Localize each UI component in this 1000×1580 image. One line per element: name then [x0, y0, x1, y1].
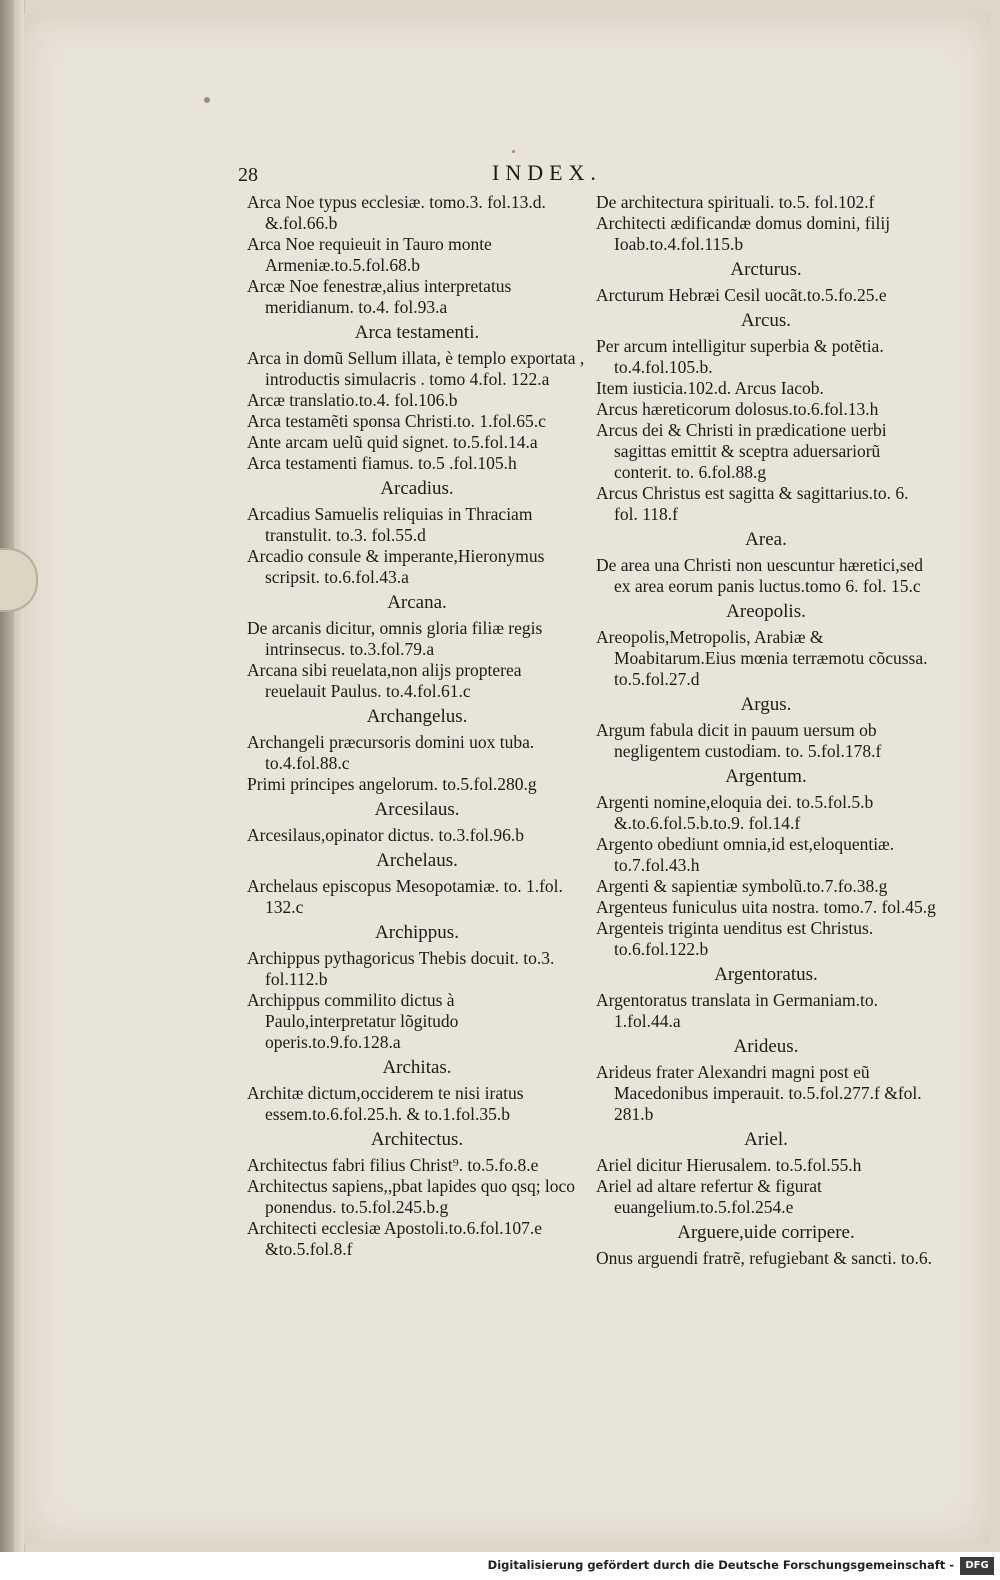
index-heading: Argentum.: [725, 766, 807, 787]
ink-spot: [512, 150, 515, 153]
index-heading: Arcadius.: [380, 478, 454, 499]
index-entry: Argenti & sapientiæ symbolũ.to.7.fo.38.g: [596, 876, 888, 896]
index-entry: Argento obediunt omnia,id est,eloquentiæ. to.7.fol.43.h: [596, 834, 895, 875]
index-entry: Onus arguendi fratrẽ, refugiebant & sancti. to.6.: [596, 1248, 932, 1268]
index-heading: Arideus.: [733, 1036, 799, 1057]
index-entry: Architecti ecclesiæ Apostoli.to.6.fol.107.e &to.5.fol.8.f: [247, 1218, 543, 1259]
index-entry: Arca Noe requieuit in Tauro monte Armeniæ.to.5.fol.68.b: [247, 234, 492, 275]
page-header: [0, 160, 1000, 190]
index-entry: Areopolis,Metropolis, Arabiæ & Moabitarum.Eius mœnia terræmotu cõcussa. to.5.fol.27.d: [596, 627, 928, 689]
digitization-footer: [0, 1552, 1000, 1580]
index-entry: Arcæ translatio.to.4. fol.106.b: [247, 390, 458, 410]
index-heading: Archippus.: [375, 922, 459, 943]
index-heading: Arcus.: [740, 310, 792, 331]
index-heading: Arcana.: [387, 592, 447, 613]
dfg-logo: DFG: [960, 1557, 994, 1575]
index-entry: De area una Christi non uescuntur hæretici,sed ex area eorum panis luctus.tomo 6. fol. 15.c: [596, 555, 924, 596]
index-entry: Architecti ædificandæ domus domini, filij Ioab.to.4.fol.115.b: [596, 213, 891, 254]
index-heading: Areopolis.: [726, 601, 806, 622]
index-entry: Archangeli præcursoris domini uox tuba. to.4.fol.88.c: [247, 732, 535, 773]
index-entry: Item iusticia.102.d. Arcus Iacob.: [596, 378, 824, 398]
index-entry: Argum fabula dicit in pauum uersum ob negligentem custodiam. to. 5.fol.178.f: [596, 720, 882, 761]
index-heading: Arca testamenti.: [354, 322, 480, 343]
index-entry: Ante arcam uelũ quid signet. to.5.fol.14.a: [247, 432, 538, 452]
index-heading: Arguere,uide corripere.: [677, 1222, 855, 1243]
index-entry: Arcus Christus est sagitta & sagittarius.to. 6. fol. 118.f: [596, 483, 909, 524]
index-heading: Archelaus.: [376, 850, 458, 871]
index-entry: Arcana sibi reuelata,non alijs propterea reuelauit Paulus. to.4.fol.61.c: [247, 660, 522, 701]
index-column-left: [247, 192, 587, 1260]
running-head: INDEX.: [492, 160, 602, 185]
footer-credit: Digitalisierung gefördert durch die Deutsche Forschungsgemeinschaft -: [487, 1558, 954, 1572]
index-entry: De architectura spirituali. to.5. fol.102.f: [596, 192, 875, 212]
index-heading: Arcesilaus.: [374, 799, 460, 820]
index-entry: Arca in domũ Sellum illata, è templo exportata , introductis simulacris . tomo 4.fol. 122.a: [247, 348, 585, 389]
page-number: 28: [238, 164, 258, 186]
index-entry: Arcus hæreticorum dolosus.to.6.fol.13.h: [596, 399, 879, 419]
index-entry: Arcadius Samuelis reliquias in Thraciam transtulit. to.3. fol.55.d: [247, 504, 533, 545]
index-entry: Argentoratus translata in Germaniam.to. 1.fol.44.a: [596, 990, 879, 1031]
index-entry: Argenteus funiculus uita nostra. tomo.7. fol.45.g: [596, 897, 936, 917]
index-entry: Architectus fabri filius Christ⁹. to.5.fo.8.e: [247, 1155, 539, 1175]
index-entry: Per arcum intelligitur superbia & potẽtia. to.4.fol.105.b.: [596, 336, 884, 377]
index-entry: Arca Noe typus ecclesiæ. tomo.3. fol.13.d. &.fol.66.b: [247, 192, 546, 233]
index-heading: Argentoratus.: [714, 964, 818, 985]
ink-spot: [204, 97, 210, 103]
book-binding: [0, 0, 14, 1580]
index-entry: Archelaus episcopus Mesopotamiæ. to. 1.fol. 132.c: [247, 876, 563, 917]
index-entry: Arcadio consule & imperante,Hieronymus scripsit. to.6.fol.43.a: [247, 546, 545, 587]
index-entry: Architectus sapiens,,pbat lapides quo qsq; loco ponendus. to.5.fol.245.b.g: [247, 1176, 576, 1217]
index-heading: Area.: [745, 529, 787, 550]
index-entry: De arcanis dicitur, omnis gloria filiæ regis intrinsecus. to.3.fol.79.a: [247, 618, 543, 659]
index-entry: Arcæ Noe fenestræ,alius interpretatus meridianum. to.4. fol.93.a: [247, 276, 512, 317]
index-entry: Argenti nomine,eloquia dei. to.5.fol.5.b &.to.6.fol.5.b.to.9. fol.14.f: [596, 792, 874, 833]
index-entry: Arca testamẽti sponsa Christi.to. 1.fol.65.c: [247, 411, 546, 431]
index-heading: Argus.: [740, 694, 792, 715]
index-entry: Arideus frater Alexandri magni post eũ Macedonibus imperauit. to.5.fol.277.f &fol. 281.b: [596, 1062, 922, 1124]
index-heading: Architas.: [382, 1057, 452, 1078]
index-entry: Archippus pythagoricus Thebis docuit. to.3. fol.112.b: [247, 948, 555, 989]
index-entry: Arcturum Hebræi Cesil uocãt.to.5.fo.25.e: [596, 285, 887, 305]
index-entry: Arcus dei & Christi in prædicatione uerbi sagittas emittit & sceptra aduersariorũ conterit. to. 6.fol.88.g: [596, 420, 887, 482]
index-entry: Architæ dictum,occiderem te nisi iratus essem.to.6.fol.25.h. & to.1.fol.35.b: [247, 1083, 524, 1124]
index-entry: Arca testamenti fiamus. to.5 .fol.105.h: [247, 453, 517, 473]
index-entry: Ariel ad altare refertur & figurat euangelium.to.5.fol.254.e: [596, 1176, 822, 1217]
index-entry: Archippus commilito dictus à Paulo,interpretatur lõgitudo operis.to.9.fo.128.a: [247, 990, 459, 1052]
index-entry: Primi principes angelorum. to.5.fol.280.g: [247, 774, 537, 794]
index-heading: Architectus.: [370, 1129, 464, 1150]
index-heading: Ariel.: [744, 1129, 788, 1150]
index-column-right: [596, 192, 936, 1269]
index-heading: Archangelus.: [366, 706, 468, 727]
index-entry: Ariel dicitur Hierusalem. to.5.fol.55.h: [596, 1155, 862, 1175]
index-heading: Arcturus.: [730, 259, 802, 280]
index-entry: Arcesilaus,opinator dictus. to.3.fol.96.b: [247, 825, 525, 845]
index-entry: Argenteis triginta uenditus est Christus. to.6.fol.122.b: [596, 918, 874, 959]
